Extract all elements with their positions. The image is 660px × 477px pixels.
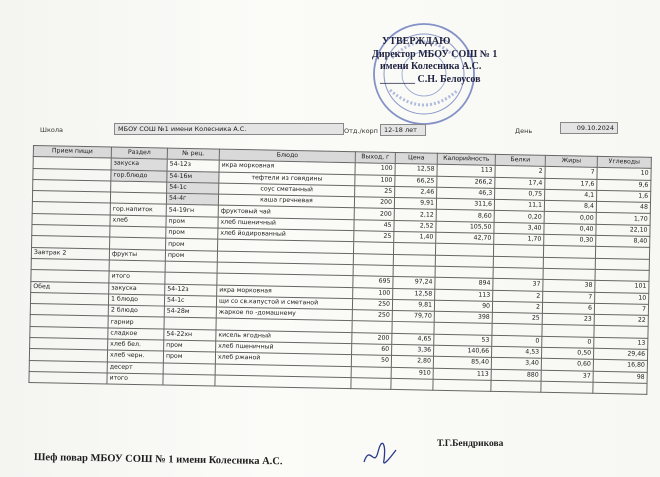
col-header: Углеводы: [597, 156, 651, 168]
approval-org: имени Колесника А.С.: [380, 61, 482, 72]
table-cell: 0,20: [494, 211, 544, 223]
table-cell: Завтрак 2: [31, 247, 109, 260]
table-cell: [433, 379, 491, 391]
table-cell: фрукты: [109, 249, 165, 261]
table-cell: 4,1: [545, 189, 597, 201]
table-body: [29, 157, 651, 395]
table-cell: 2: [495, 166, 545, 178]
table-cell: тефтели из говядины: [219, 172, 355, 186]
table-cell: пром: [166, 238, 218, 250]
table-cell: 2: [492, 301, 542, 313]
table-cell: 38: [543, 280, 595, 292]
table-cell: 54-19гн: [166, 205, 218, 217]
table-cell: 11,1: [494, 200, 544, 212]
table-cell: гарнир: [108, 316, 164, 328]
table-cell: 695: [353, 276, 393, 288]
col-header: Цена: [395, 152, 437, 164]
table-cell: 101: [595, 281, 649, 293]
table-cell: [353, 265, 393, 277]
table-cell: 1,70: [596, 213, 650, 225]
table-cell: 17,4: [495, 177, 545, 189]
table-cell: 100: [355, 163, 395, 175]
table-cell: соус сметанный: [219, 183, 355, 197]
table-cell: 0,60: [541, 359, 593, 371]
dept-label: Отд./корп: [344, 127, 378, 135]
table-cell: 311,6: [436, 198, 494, 210]
table-cell: [353, 253, 393, 265]
table-cell: 45: [354, 219, 394, 231]
approval-position: Директор МБОУ СОШ № 1: [372, 48, 498, 60]
table-cell: итого: [107, 373, 163, 385]
table-cell: 54-1с: [164, 295, 216, 307]
chef-signature: [360, 440, 400, 474]
col-header: Прием пищи: [33, 146, 111, 159]
table-cell: 0,30: [544, 234, 596, 246]
table-cell: 23: [542, 313, 594, 325]
table-cell: 53: [434, 334, 492, 346]
table-cell: 12,58: [395, 164, 437, 176]
col-header: Калорийность: [437, 153, 495, 165]
table-cell: икра морковная: [219, 160, 355, 174]
table-cell: 29,46: [593, 348, 647, 360]
table-cell: фруктовый чай: [218, 206, 354, 220]
col-header: Жиры: [545, 155, 597, 167]
table-cell: пром: [166, 227, 218, 239]
table-cell: 910: [391, 367, 433, 379]
table-cell: 10: [597, 168, 651, 180]
table-cell: [392, 322, 434, 334]
table-cell: 250: [352, 310, 392, 322]
school-field: МБОУ СОШ №1 имени Колесника А.С.: [114, 123, 344, 135]
table-cell: 113: [433, 368, 491, 380]
table-cell: Обед: [31, 281, 109, 294]
table-cell: 8,40: [596, 235, 650, 247]
table-cell: [393, 265, 435, 277]
table-cell: 113: [435, 289, 493, 301]
table-cell: 100: [353, 287, 393, 299]
table-cell: десерт: [107, 362, 163, 374]
table-cell: 200: [352, 332, 392, 344]
table-cell: 1,70: [494, 233, 544, 245]
table-cell: пром: [164, 340, 216, 352]
table-cell: [492, 324, 542, 336]
table-cell: [352, 321, 392, 333]
table-cell: [491, 380, 541, 392]
table-cell: 105,50: [436, 221, 494, 233]
table-cell: 2,12: [394, 209, 436, 221]
table-cell: [351, 366, 391, 378]
table-cell: 2,52: [394, 220, 436, 232]
table-cell: [493, 245, 543, 257]
col-header: Блюдо: [219, 149, 355, 163]
table-cell: пром: [165, 250, 217, 262]
table-cell: пром: [166, 216, 218, 228]
col-header: Раздел: [111, 147, 167, 159]
table-cell: 25: [355, 186, 395, 198]
dept-field: 12-18 лет: [380, 124, 426, 136]
table-cell: 22,10: [596, 224, 650, 236]
table-cell: 9,6: [597, 179, 651, 191]
table-cell: 60: [352, 344, 392, 356]
table-cell: [165, 272, 217, 284]
approval-block: [372, 36, 532, 86]
table-cell: гор.напиток: [110, 203, 166, 215]
col-header: № рец.: [167, 148, 219, 160]
table-cell: [393, 243, 435, 255]
table-cell: щи со св.капустой и сметаной: [216, 296, 352, 310]
table-cell: 200: [354, 208, 394, 220]
table-cell: 3,36: [392, 344, 434, 356]
table-cell: 98: [593, 371, 647, 383]
table-cell: [163, 374, 215, 386]
table-cell: закуска: [111, 158, 167, 170]
table-cell: 54-16м: [167, 171, 219, 183]
table-cell: 90: [434, 300, 492, 312]
table-cell: [391, 378, 433, 390]
table-cell: [541, 381, 593, 393]
table-cell: 50: [351, 355, 391, 367]
table-cell: [493, 267, 543, 279]
table-cell: [164, 318, 216, 330]
table-cell: пром: [163, 351, 215, 363]
table-cell: 894: [435, 278, 493, 290]
table-cell: 48: [596, 202, 650, 214]
table-cell: [351, 378, 391, 390]
school-label: Школа: [40, 126, 63, 134]
table-cell: 37: [493, 279, 543, 291]
table-cell: хлеб ржаной: [215, 352, 351, 366]
table-cell: 880: [491, 369, 541, 381]
col-header: Белки: [495, 154, 545, 166]
table-cell: [542, 325, 594, 337]
table-cell: 97,24: [393, 277, 435, 289]
table-cell: 2,46: [395, 186, 437, 198]
table-cell: итого: [109, 271, 165, 283]
approval-signature-line: _______ С.Н. Белоусов: [380, 73, 481, 85]
table-cell: 54-12з: [167, 159, 219, 171]
table-cell: 54-12з: [165, 284, 217, 296]
table-cell: 1,40: [394, 232, 436, 244]
table-cell: 25: [492, 313, 542, 325]
table-cell: 4,65: [392, 333, 434, 345]
table-cell: 54-22хн: [164, 329, 216, 341]
menu-table: [28, 145, 651, 395]
table-cell: гор.блюдо: [111, 170, 167, 182]
table-cell: 7: [594, 303, 648, 315]
table-cell: 140,66: [434, 345, 492, 357]
table-cell: 1,6: [597, 190, 651, 202]
table-cell: 3,40: [494, 222, 544, 234]
table-cell: 17,6: [545, 178, 597, 190]
table-cell: 9,91: [394, 198, 436, 210]
table-cell: 13: [594, 337, 648, 349]
table-cell: 4,53: [492, 346, 542, 358]
table-cell: жаркое по -домашнему: [216, 307, 352, 321]
table-cell: 7: [543, 291, 595, 303]
table-cell: [165, 261, 217, 273]
table-cell: закуска: [109, 283, 165, 295]
table-cell: хлеб бел.: [108, 339, 164, 351]
table-cell: 0: [542, 336, 594, 348]
table-cell: 200: [354, 197, 394, 209]
chef-signature-label: Шеф повар МБОУ СОШ № 1 имени Колесника А.С.: [33, 452, 283, 468]
table-cell: 113: [437, 165, 495, 177]
table-cell: 266,2: [437, 176, 495, 188]
table-cell: 9,81: [392, 299, 434, 311]
table-cell: 54-4г: [166, 193, 218, 205]
table-cell: 7: [545, 167, 597, 179]
table-cell: хлеб черн.: [107, 350, 163, 362]
table-cell: 398: [434, 311, 492, 323]
table-cell: 54-1с: [167, 182, 219, 194]
table-cell: хлеб пшеничный: [216, 341, 352, 355]
table-cell: 0,40: [544, 223, 596, 235]
table-cell: 0,00: [544, 212, 596, 224]
table-cell: 46,3: [437, 187, 495, 199]
table-cell: [493, 256, 543, 268]
table-cell: [29, 371, 107, 384]
table-cell: кисель ягодный: [216, 330, 352, 344]
table-cell: [543, 246, 595, 258]
table-cell: 42,70: [436, 232, 494, 244]
table-cell: 10: [595, 292, 649, 304]
table-cell: 2 блюдо: [108, 305, 164, 317]
table-cell: [593, 382, 647, 394]
approval-title: УТВЕРЖДАЮ: [382, 36, 451, 47]
table-cell: 16,80: [593, 360, 647, 372]
table-cell: 54-28м: [164, 306, 216, 318]
table-cell: 12,58: [393, 288, 435, 300]
table-cell: икра морковная: [217, 285, 353, 299]
table-cell: 2: [493, 290, 543, 302]
table-cell: 37: [541, 370, 593, 382]
table-cell: [215, 375, 351, 389]
table-cell: 8,60: [436, 210, 494, 222]
table-cell: каша гречневая: [218, 194, 354, 208]
table-cell: 85,40: [433, 357, 491, 369]
day-field: 09.10.2024: [560, 122, 618, 134]
day-label: День: [515, 127, 533, 135]
table-cell: 25: [354, 231, 394, 243]
table-cell: [163, 363, 215, 375]
table-cell: 6: [542, 302, 594, 314]
table-cell: хлеб йодированный: [218, 228, 354, 242]
chef-name: Т.Г.Бендрикова: [437, 439, 504, 449]
table-cell: 8,4: [544, 201, 596, 213]
table-cell: [353, 242, 393, 254]
table-cell: 3,40: [491, 358, 541, 370]
table-cell: хлеб: [110, 215, 166, 227]
table-cell: 250: [352, 299, 392, 311]
table-cell: 2,80: [391, 356, 433, 368]
table-cell: 79,70: [392, 311, 434, 323]
col-header: Выход, г: [355, 152, 395, 164]
table-cell: 0: [492, 335, 542, 347]
table-cell: 0,50: [541, 347, 593, 359]
table-cell: [393, 254, 435, 266]
table-cell: 100: [355, 174, 395, 186]
table-cell: 22: [594, 314, 648, 326]
table-cell: 0,75: [495, 188, 545, 200]
table-cell: 66,25: [395, 175, 437, 187]
table-cell: хлеб пшеничный: [218, 217, 354, 231]
table-cell: сладкое: [108, 328, 164, 340]
table-cell: 1 блюдо: [108, 294, 164, 306]
